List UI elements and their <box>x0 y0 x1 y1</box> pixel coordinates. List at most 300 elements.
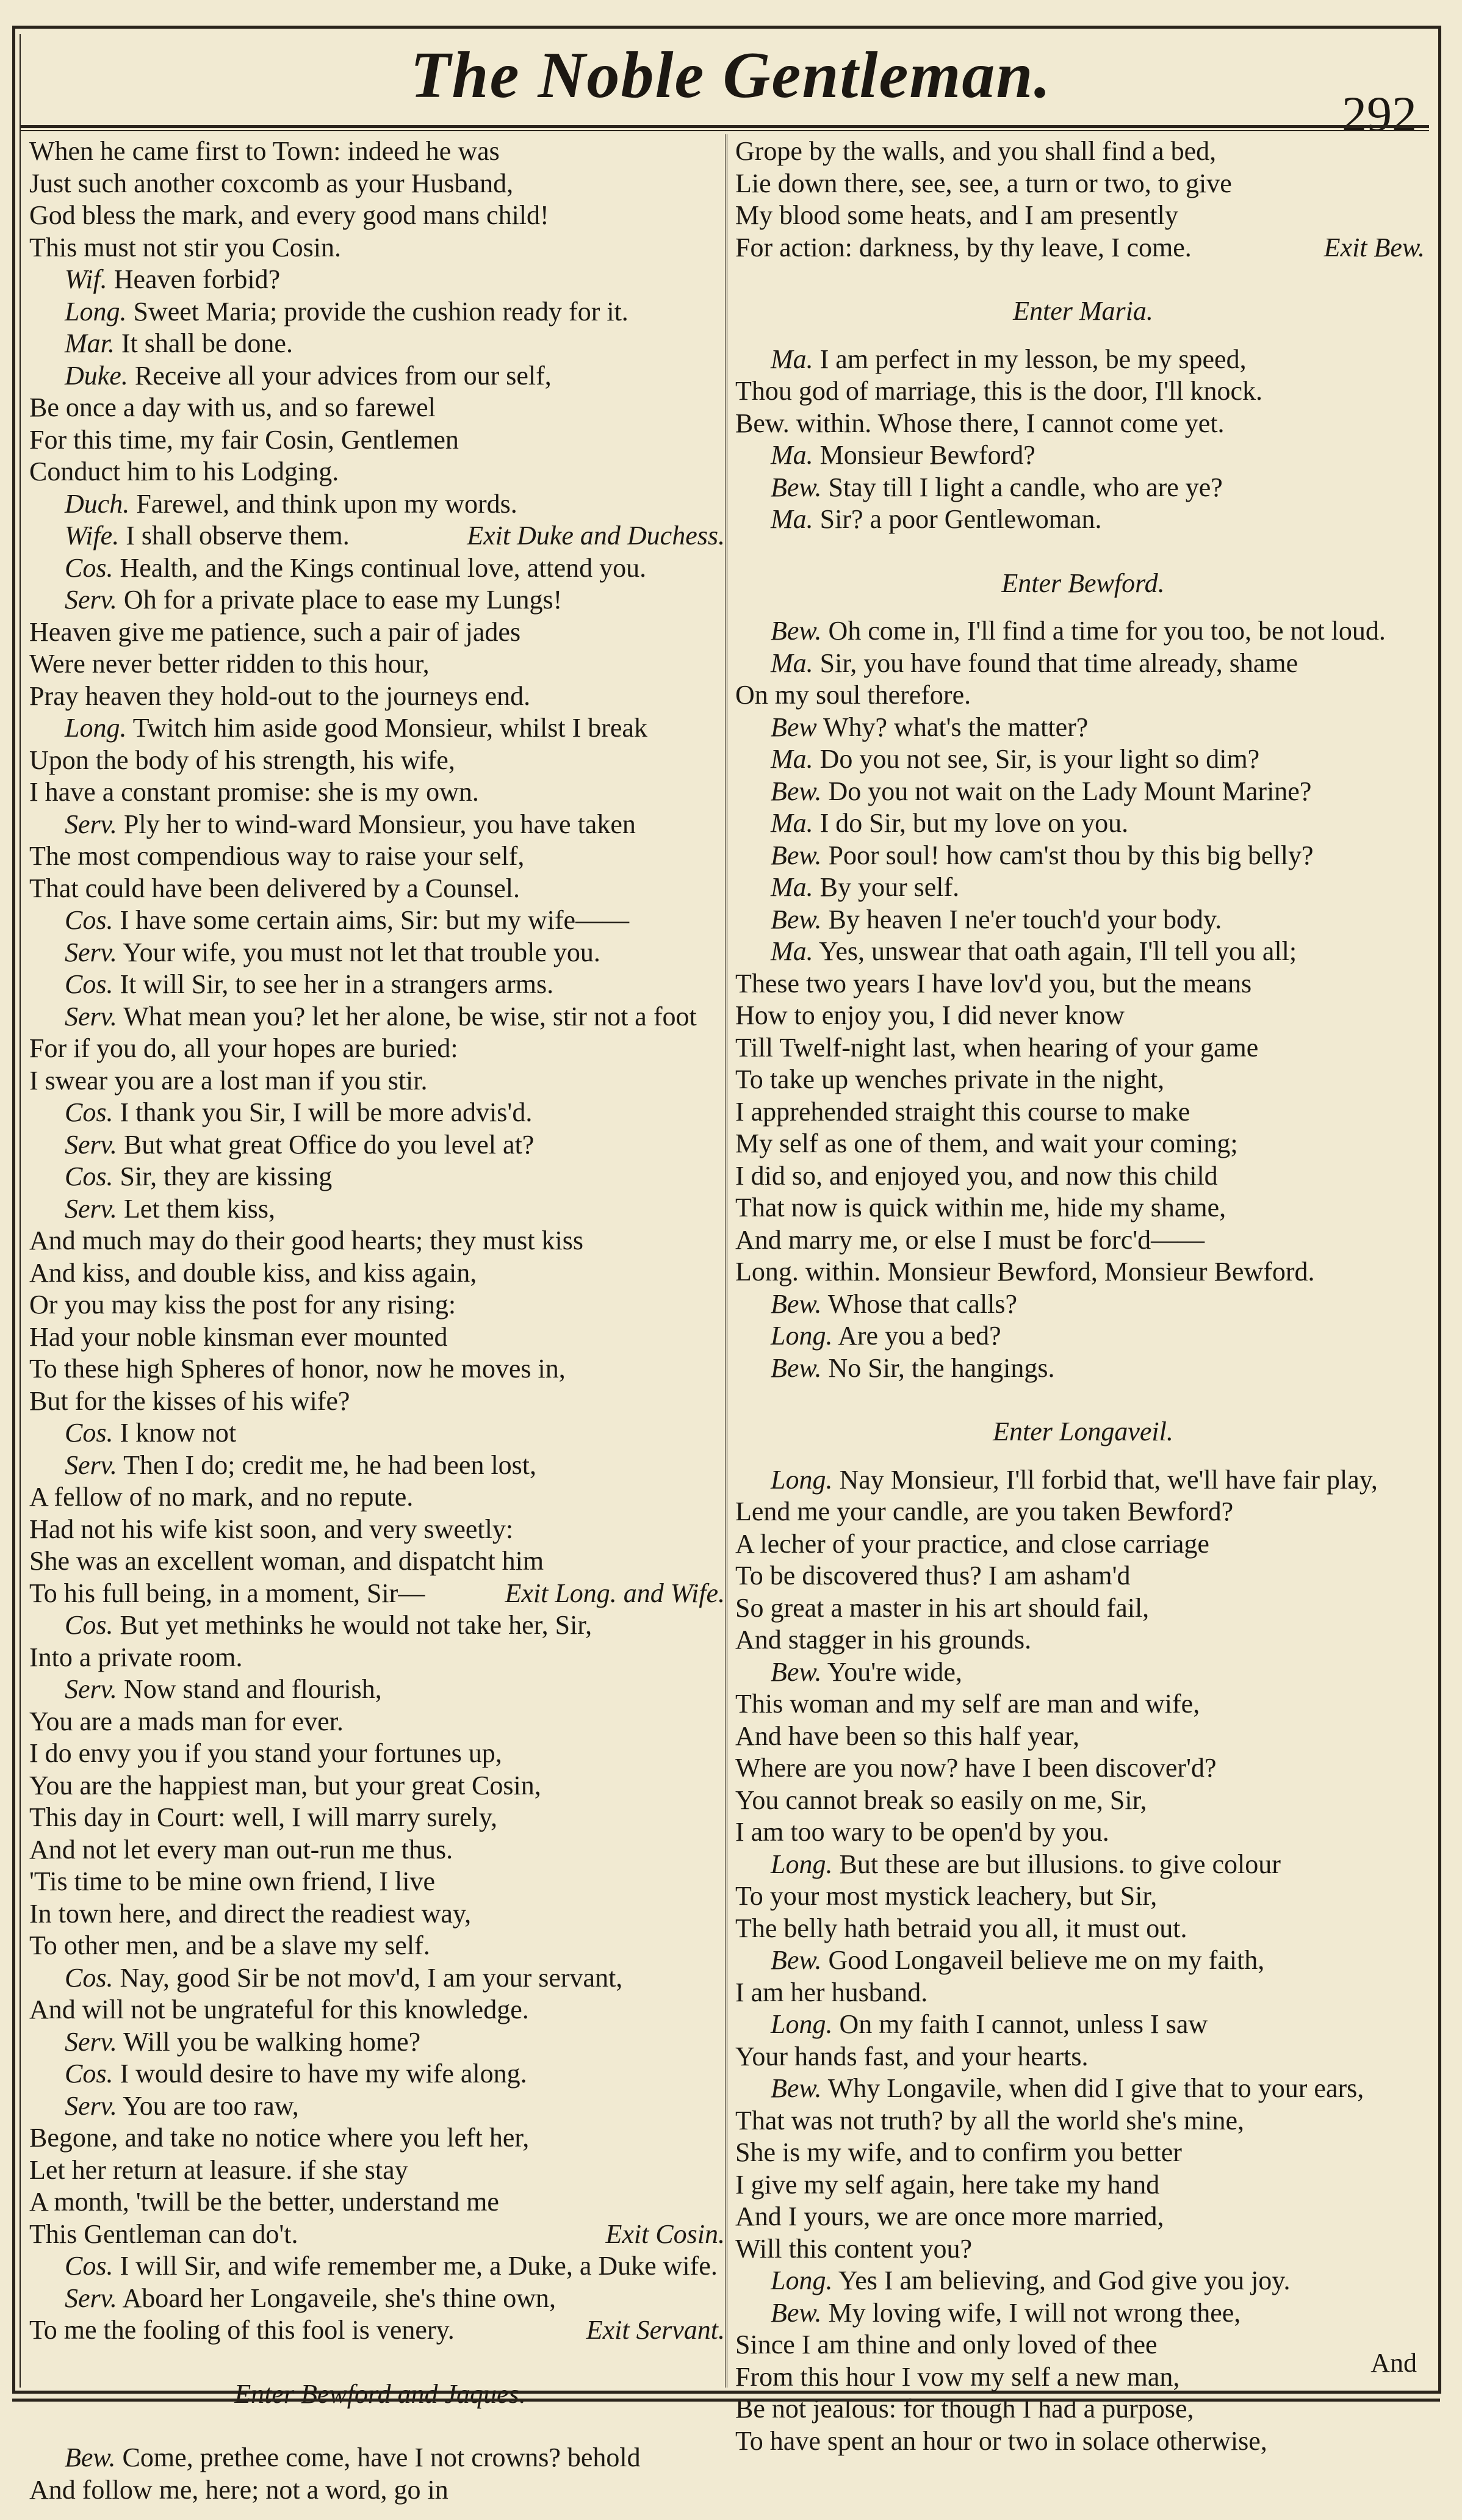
line-text: And not let every man out-run me thus. <box>29 1834 453 1865</box>
verse-line <box>735 2361 1431 2394</box>
exit-direction: Exit Cosin. <box>605 2219 725 2249</box>
spacer <box>735 599 1431 615</box>
spacer <box>735 264 1431 295</box>
speech-line <box>29 360 731 392</box>
line-text: Since I am thine and only loved of thee <box>735 2330 1158 2359</box>
line-text: It will Sir, to see her in a strangers arms. <box>120 969 554 999</box>
speaker-name: Serv. <box>65 809 117 839</box>
spacer <box>29 2347 731 2378</box>
verse-line <box>29 2186 731 2219</box>
verse-line <box>29 1738 731 1770</box>
verse-line <box>29 616 731 649</box>
speech-line <box>29 2026 731 2059</box>
line-text: To be discovered thus? I am asham'd <box>735 1561 1131 1590</box>
spacer <box>735 536 1431 568</box>
verse-line <box>29 1802 731 1834</box>
verse-line <box>29 1065 731 1097</box>
line-text: I thank you Sir, I will be more advis'd. <box>120 1097 533 1127</box>
verse-line <box>735 1688 1431 1720</box>
line-text: 'Tis time to be mine own friend, I live <box>29 1866 436 1896</box>
line-text: I have a constant promise: she is my own. <box>29 777 479 807</box>
verse-line <box>29 2122 731 2154</box>
line-text: Oh come in, I'll find a time for you too, be not loud. <box>828 616 1386 646</box>
line-text: This day in Court: well, I will marry surely, <box>29 1802 498 1832</box>
speaker-name: Cos. <box>65 1418 113 1448</box>
verse-line <box>29 1289 731 1321</box>
line-text: Be once a day with us, and so farewel <box>29 392 436 422</box>
stage-direction: Enter Longaveil. <box>993 1417 1173 1446</box>
verse-line <box>29 1866 731 1898</box>
verse-line <box>735 1880 1431 1913</box>
verse-line <box>735 2105 1431 2137</box>
verse-line <box>29 2219 731 2251</box>
line-text: Nay, good Sir be not mov'd, I am your servant, <box>120 1962 623 1993</box>
verse-line <box>735 1592 1431 1625</box>
line-text: Lie down there, see, see, a turn or two, to give <box>735 168 1232 198</box>
line-text: Your hands fast, and your hearts. <box>735 2041 1089 2071</box>
verse-line <box>29 2154 731 2187</box>
speech-line <box>735 439 1431 472</box>
speech-line <box>735 807 1431 840</box>
verse-line <box>29 1834 731 1866</box>
speech-line <box>29 712 731 745</box>
line-text: Then I do; credit me, he had been lost, <box>123 1450 537 1480</box>
verse-line <box>29 168 731 200</box>
speaker-name: Bew. <box>65 2442 116 2472</box>
line-text: Upon the body of his strength, his wife, <box>29 745 455 775</box>
speech-line <box>735 936 1431 968</box>
speaker-name: Mar. <box>65 328 115 358</box>
verse-line <box>735 679 1431 712</box>
verse-line <box>735 232 1431 264</box>
line-text: A lecher of your practice, and close carriage <box>735 1528 1209 1559</box>
speech-line <box>29 2283 731 2315</box>
verse-line <box>735 1160 1431 1193</box>
line-text: Twitch him aside good Monsieur, whilst I break <box>132 713 647 743</box>
line-text: Let her return at leasure. if she stay <box>29 2154 408 2185</box>
verse-line <box>29 1385 731 1418</box>
speech-line <box>735 712 1431 744</box>
line-text: I apprehended straight this course to make <box>735 1096 1190 1127</box>
line-text: Stay till I light a candle, who are ye? <box>828 472 1223 502</box>
line-text: For if you do, all your hopes are buried: <box>29 1033 458 1063</box>
speaker-name: Ma. <box>771 344 813 374</box>
speech-line <box>735 1944 1431 1977</box>
speech-line <box>735 1464 1431 1496</box>
verse-line <box>29 232 731 264</box>
verse-line <box>29 1225 731 1257</box>
speaker-name: Serv. <box>65 1450 117 1480</box>
speech-line <box>735 872 1431 904</box>
verse-line <box>735 2137 1431 2169</box>
line-text: Do you not see, Sir, is your light so dim? <box>819 744 1260 774</box>
line-text: Thou god of marriage, this is the door, I'll knock. <box>735 376 1262 406</box>
line-text: And stagger in his grounds. <box>735 1625 1032 1655</box>
verse-line <box>29 424 731 457</box>
line-text: I shall observe them. <box>126 521 350 551</box>
line-text: I do Sir, but my love on you. <box>819 808 1129 838</box>
line-text: I will Sir, and wife remember me, a Duke, a Duke wife. <box>120 2251 718 2281</box>
speech-line <box>735 904 1431 936</box>
line-text: Had not his wife kist soon, and very sweetly: <box>29 1514 514 1544</box>
verse-line <box>735 1064 1431 1096</box>
speaker-name: Ma. <box>771 808 813 838</box>
speech-line <box>29 2090 731 2123</box>
verse-line <box>735 2201 1431 2233</box>
line-text: This must not stir you Cosin. <box>29 232 341 262</box>
verse-line <box>735 2393 1431 2425</box>
speaker-name: Cos. <box>65 1161 113 1191</box>
bottom-rule <box>12 2399 1440 2402</box>
stage-direction: Enter Maria. <box>1013 296 1153 326</box>
verse-line <box>735 2329 1431 2361</box>
verse-line <box>29 135 731 168</box>
spacer <box>735 1384 1431 1416</box>
line-text: Will you be walking home? <box>123 2026 421 2057</box>
verse-line <box>29 392 731 424</box>
line-text: In town here, and direct the readiest way, <box>29 1898 472 1929</box>
speaker-name: Cos. <box>65 1097 113 1127</box>
speaker-name: Bew <box>771 712 817 742</box>
line-text: This woman and my self are man and wife, <box>735 1689 1200 1719</box>
line-text: Begone, and take no notice where you left her, <box>29 2123 530 2153</box>
line-text: You are too raw, <box>123 2090 299 2121</box>
speaker-name: Bew. <box>771 1288 822 1319</box>
line-text: Bew. within. Whose there, I cannot come yet. <box>735 408 1225 438</box>
verse-line <box>735 2169 1431 2201</box>
line-text: I swear you are a lost man if you stir. <box>29 1065 428 1096</box>
header-rule-thin <box>20 130 1429 131</box>
verse-line <box>29 1706 731 1738</box>
line-text: How to enjoy you, I did never know <box>735 1000 1125 1030</box>
line-text: To his full being, in a moment, Sir— <box>29 1578 425 1608</box>
line-text: A fellow of no mark, and no repute. <box>29 1482 414 1512</box>
line-text: To me the fooling of this fool is venery. <box>29 2315 455 2345</box>
line-text: I know not <box>120 1418 237 1448</box>
verse-line <box>735 1000 1431 1032</box>
line-text: It shall be done. <box>121 328 293 358</box>
line-text: And have been so this half year, <box>735 1720 1079 1751</box>
line-text: Ply her to wind-ward Monsieur, you have taken <box>123 809 636 839</box>
line-text: But for the kisses of his wife? <box>29 1385 350 1416</box>
verse-line <box>735 200 1431 232</box>
line-text: You are a mads man for ever. <box>29 1706 344 1736</box>
line-text: These two years I have lov'd you, but the means <box>735 968 1252 998</box>
line-text: But these are but illusions. to give colour <box>839 1849 1281 1879</box>
line-text: Are you a bed? <box>838 1321 1001 1351</box>
speech-line <box>735 743 1431 776</box>
line-text: So great a master in his art should fail, <box>735 1592 1150 1623</box>
line-text: I would desire to have my wife along. <box>120 2059 527 2089</box>
verse-line <box>735 1192 1431 1224</box>
line-text: You are the happiest man, but your great Cosin, <box>29 1770 541 1800</box>
line-text: To these high Spheres of honor, now he moves in, <box>29 1354 566 1384</box>
line-text: Or you may kiss the post for any rising: <box>29 1290 456 1320</box>
speaker-name: Serv. <box>65 2026 117 2057</box>
line-text: Receive all your advices from our self, <box>134 360 552 391</box>
verse-line <box>29 1770 731 1802</box>
speaker-name: Long. <box>771 2009 833 2039</box>
spacer <box>735 328 1431 344</box>
line-text: A month, 'twill be the better, understand me <box>29 2187 499 2217</box>
stage-direction: Enter Bewford and Jaques. <box>234 2378 526 2409</box>
speaker-name: Ma. <box>771 744 813 774</box>
line-text: Till Twelf-night last, when hearing of your game <box>735 1032 1259 1063</box>
speech-line <box>735 344 1431 376</box>
speech-line <box>735 2265 1431 2297</box>
verse-line <box>29 1321 731 1354</box>
spacer <box>735 1448 1431 1464</box>
line-text: Poor soul! how cam'st thou by this big belly? <box>828 840 1314 870</box>
line-text: I am too wary to be open'd by you. <box>735 1817 1109 1847</box>
verse-line <box>735 1528 1431 1561</box>
speaker-name: Serv. <box>65 937 117 967</box>
verse-line <box>735 1256 1431 1288</box>
speech-line <box>735 1320 1431 1352</box>
line-text: Why Longavile, when did I give that to your ears, <box>827 2073 1364 2103</box>
speaker-name: Serv. <box>65 1674 117 1704</box>
verse-line <box>29 1514 731 1546</box>
speech-line <box>735 2073 1431 2105</box>
right-column <box>735 135 1431 2457</box>
line-text: Nay Monsieur, I'll forbid that, we'll have fair play, <box>839 1464 1378 1495</box>
line-text: You cannot break so easily on me, Sir, <box>735 1785 1147 1815</box>
speaker-name: Long. <box>771 1464 833 1495</box>
verse-line <box>29 648 731 681</box>
line-text: Lend me your candle, are you taken Bewford? <box>735 1496 1234 1526</box>
verse-line <box>29 200 731 232</box>
speaker-name: Serv. <box>65 2090 117 2121</box>
verse-line <box>735 1816 1431 1849</box>
line-text: The most compendious way to raise your self, <box>29 841 525 871</box>
verse-line <box>29 681 731 713</box>
speaker-name: Cos. <box>65 2251 113 2281</box>
line-text: Farewel, and think upon my words. <box>136 488 517 519</box>
line-text: I have some certain aims, Sir: but my wife—— <box>120 905 630 935</box>
speech-line <box>29 488 731 521</box>
speech-line <box>29 1609 731 1642</box>
line-text: Conduct him to his Lodging. <box>29 457 339 486</box>
line-text: But yet methinks he would not take her, Sir, <box>120 1610 592 1640</box>
verse-line <box>735 2233 1431 2265</box>
line-text: Good Longaveil believe me on my faith, <box>828 1945 1265 1975</box>
verse-line <box>29 2314 731 2347</box>
line-text: And much may do their good hearts; they must kiss <box>29 1226 583 1255</box>
line-text: Health, and the Kings continual love, attend you. <box>120 552 647 583</box>
line-text: But what great Office do you level at? <box>123 1129 535 1160</box>
speech-line <box>29 1962 731 1995</box>
verse-line <box>29 873 731 905</box>
speaker-name: Cos. <box>65 905 113 935</box>
exit-direction: Exit Long. and Wife. <box>505 1578 725 1608</box>
verse-line <box>735 1128 1431 1160</box>
verse-line <box>29 1257 731 1290</box>
speaker-name: Ma. <box>771 648 813 678</box>
line-text: Yes, unswear that oath again, I'll tell you all; <box>819 936 1297 966</box>
speech-line <box>29 904 731 937</box>
speech-line <box>735 504 1431 536</box>
line-text: She is my wife, and to confirm you better <box>735 2137 1182 2167</box>
line-text: Aboard her Longaveile, she's thine own, <box>122 2283 556 2313</box>
line-text: Will this content you? <box>735 2233 973 2264</box>
speech-line <box>29 2058 731 2090</box>
line-text: By heaven I ne'er touch'd your body. <box>828 904 1222 934</box>
speaker-name: Bew. <box>771 776 822 806</box>
line-text: Had your noble kinsman ever mounted <box>29 1321 448 1352</box>
verse-line <box>735 1224 1431 1257</box>
verse-line <box>29 1545 731 1578</box>
speech-line <box>735 2297 1431 2330</box>
verse-line <box>29 1033 731 1065</box>
speech-line <box>29 264 731 296</box>
line-text: I am her husband. <box>735 1977 928 2007</box>
speech-line <box>29 1161 731 1193</box>
line-text: That now is quick within me, hide my shame, <box>735 1193 1226 1222</box>
speech-line <box>29 328 731 360</box>
left-column <box>29 135 731 2506</box>
line-text: Where are you now? have I been discover'd? <box>735 1753 1217 1783</box>
speaker-name: Bew. <box>771 840 822 870</box>
speaker-name: Serv. <box>65 2283 117 2313</box>
speaker-name: Ma. <box>771 872 813 902</box>
speech-line <box>29 520 731 552</box>
line-text: Heaven forbid? <box>113 264 281 294</box>
verse-line <box>735 1496 1431 1528</box>
verse-line <box>735 1977 1431 2009</box>
speech-line <box>735 472 1431 504</box>
line-text: Long. within. Monsieur Bewford, Monsieur Bewford. <box>735 1257 1315 1287</box>
verse-line <box>29 1353 731 1385</box>
verse-line <box>29 776 731 809</box>
verse-line <box>29 840 731 873</box>
line-text: And marry me, or else I must be forc'd—— <box>735 1224 1205 1255</box>
speech-line <box>735 840 1431 872</box>
line-text: I do envy you if you stand your fortunes up, <box>29 1738 502 1768</box>
line-text: You're wide, <box>827 1656 962 1687</box>
page-number: 292 <box>1342 86 1417 142</box>
verse-line <box>735 1913 1431 1945</box>
line-text: On my soul therefore. <box>735 680 971 710</box>
line-text: Whose that calls? <box>827 1288 1018 1319</box>
line-text: Heaven give me patience, such a pair of jades <box>29 616 521 647</box>
verse-line <box>735 1560 1431 1592</box>
line-text: Do you not wait on the Lady Mount Marine? <box>828 776 1312 806</box>
verse-line <box>735 1785 1431 1817</box>
header-rule <box>20 125 1429 128</box>
line-text: To your most mystick leachery, but Sir, <box>735 1881 1158 1911</box>
exit-direction: Exit Bew. <box>1323 232 1425 262</box>
speaker-name: Duke. <box>65 360 128 391</box>
speaker-name: Bew. <box>771 1945 822 1975</box>
line-text: Sir, you have found that time already, shame <box>819 648 1298 678</box>
verse-line <box>29 1994 731 2026</box>
verse-line <box>29 1930 731 1962</box>
speech-line <box>29 1417 731 1450</box>
verse-line <box>735 135 1431 168</box>
verse-line <box>735 1624 1431 1656</box>
speech-line <box>735 615 1431 648</box>
line-text: And will not be ungrateful for this knowledge. <box>29 1995 529 2024</box>
speech-line <box>29 1193 731 1226</box>
speaker-name: Bew. <box>771 904 822 934</box>
speech-line <box>29 1673 731 1706</box>
line-text: No Sir, the hangings. <box>828 1352 1055 1383</box>
verse-line <box>735 168 1431 200</box>
verse-line <box>735 1752 1431 1785</box>
speech-line <box>29 584 731 616</box>
speaker-name: Bew. <box>771 2297 822 2328</box>
speaker-name: Wife. <box>65 521 120 551</box>
speaker-name: Serv. <box>65 1001 117 1031</box>
line-text: And follow me, here; not a word, go in <box>29 2474 448 2505</box>
line-text: She was an excellent woman, and dispatcht him <box>29 1546 544 1576</box>
line-text: Just such another coxcomb as your Husband, <box>29 168 514 198</box>
catchword: And <box>1370 2348 1417 2378</box>
speech-line <box>735 2009 1431 2041</box>
verse-line <box>29 1642 731 1674</box>
speech-line <box>29 809 731 841</box>
speech-line <box>29 1001 731 1033</box>
line-text: For this time, my fair Cosin, Gentlemen <box>29 424 459 455</box>
speech-line <box>735 648 1431 680</box>
line-text: Into a private room. <box>29 1642 243 1672</box>
spacer <box>29 2410 731 2442</box>
line-text: Monsieur Bewford? <box>819 440 1035 470</box>
stage-direction: Enter Bewford. <box>1001 568 1165 598</box>
line-text: Let them kiss, <box>123 1193 276 1224</box>
speaker-name: Ma. <box>771 504 813 534</box>
line-text: And I yours, we are once more married, <box>735 2201 1164 2231</box>
line-text: Come, prethee come, have I not crowns? behold <box>122 2442 641 2472</box>
line-text: My self as one of them, and wait your coming; <box>735 1128 1238 1158</box>
speaker-name: Bew. <box>771 1656 822 1687</box>
line-text: Grope by the walls, and you shall find a bed, <box>735 136 1217 166</box>
speaker-name: Bew. <box>771 616 822 646</box>
line-text: And kiss, and double kiss, and kiss again, <box>29 1257 477 1288</box>
line-text: My loving wife, I will not wrong thee, <box>828 2297 1241 2328</box>
verse-line <box>29 2474 731 2507</box>
verse-line <box>735 968 1431 1000</box>
verse-line <box>29 1481 731 1514</box>
line-text: Now stand and flourish, <box>123 1674 382 1704</box>
speech-line <box>29 937 731 969</box>
line-text: I am perfect in my lesson, be my speed, <box>819 344 1247 374</box>
speaker-name: Serv. <box>65 585 117 615</box>
speaker-name: Cos. <box>65 1962 113 1993</box>
speaker-name: Cos. <box>65 1610 113 1640</box>
speech-line <box>735 1352 1431 1385</box>
line-text: Oh for a private place to ease my Lungs! <box>123 585 563 615</box>
line-text: I give my self again, here take my hand <box>735 2169 1160 2200</box>
line-text: Why? what's the matter? <box>823 712 1089 742</box>
speech-line <box>29 1097 731 1129</box>
speech-line <box>29 2442 731 2474</box>
line-text: That was not truth? by all the world she's mine, <box>735 2105 1244 2136</box>
speech-line <box>29 969 731 1001</box>
speaker-name: Long. <box>771 1849 833 1879</box>
verse-line <box>29 745 731 777</box>
line-text: My blood some heats, and I am presently <box>735 200 1178 230</box>
line-text: God bless the mark, and every good mans child! <box>29 200 549 230</box>
verse-line <box>735 1096 1431 1128</box>
speaker-name: Long. <box>771 2265 833 2295</box>
speaker-name: Bew. <box>771 1352 822 1383</box>
verse-line <box>735 2425 1431 2458</box>
speaker-name: Cos. <box>65 552 113 583</box>
verse-line <box>735 2041 1431 2073</box>
line-text: By your self. <box>819 872 960 902</box>
speaker-name: Serv. <box>65 1193 117 1224</box>
